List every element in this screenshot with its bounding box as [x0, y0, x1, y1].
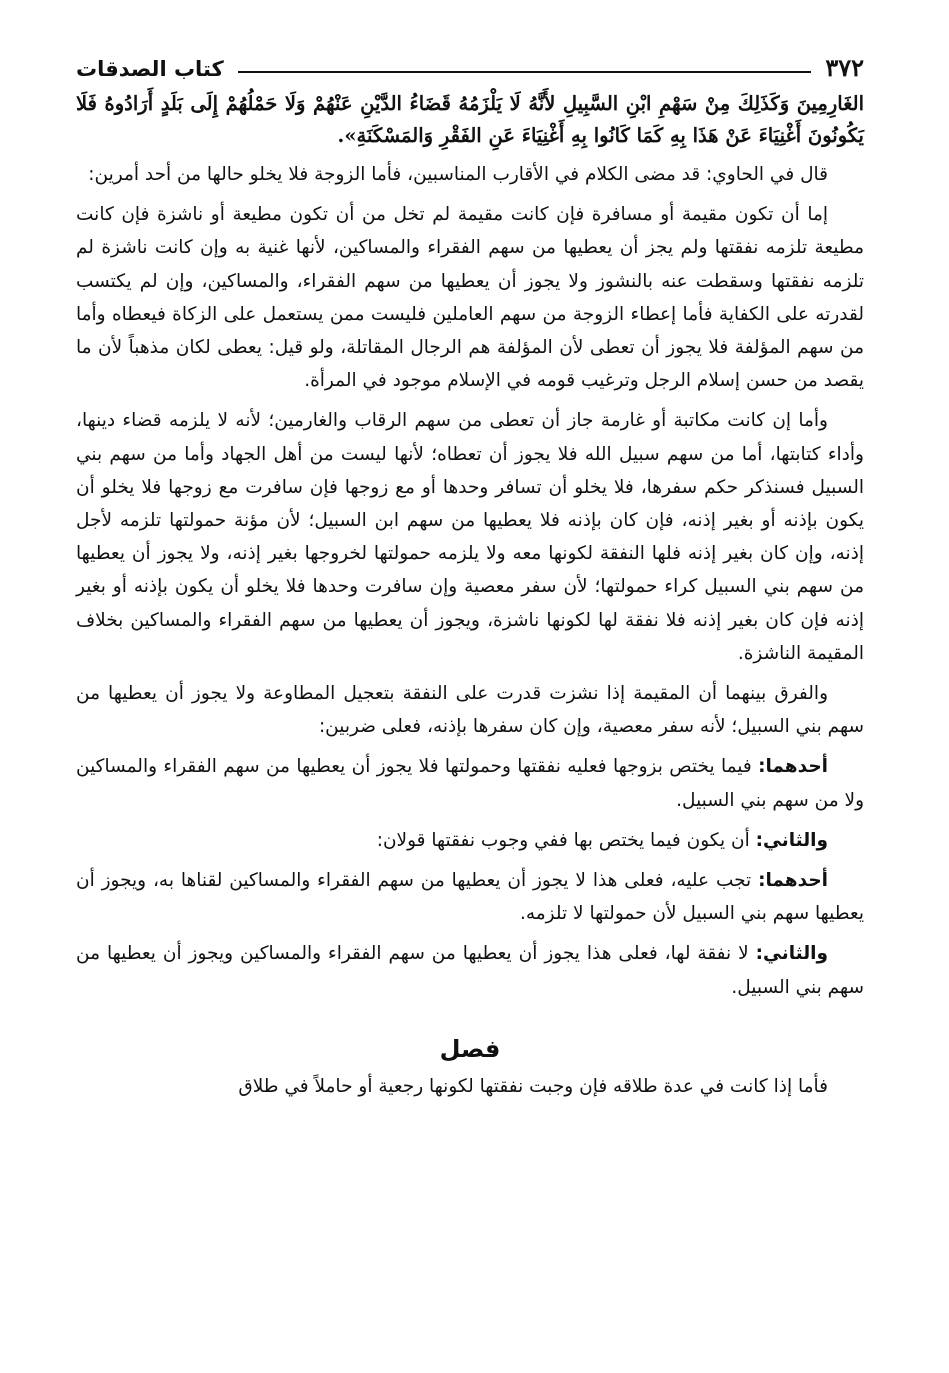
paragraph-text: فيما يختص بزوجها فعليه نفقتها وحمولتها فلا يجوز أن يعطيها من سهم الفقراء والمساكين ولا من سهم بني السبيل. [76, 756, 864, 811]
quote-close-mark: ». [337, 124, 357, 147]
paragraph [76, 677, 864, 743]
paragraph-text: تجب عليه، فعلى هذا لا يجوز أن يعطيها من سهم الفقراء والمساكين لقناها به، ويجوز أن يعطيها سهم بني السبيل لأن حمولتها لا تلزمه. [76, 870, 864, 925]
paragraph [76, 158, 864, 191]
paragraph [76, 864, 864, 930]
paragraph [76, 404, 864, 670]
paragraph-lead: والثاني: [755, 943, 828, 965]
book-title: كتاب الصدقات [76, 57, 224, 81]
quoted-text [76, 88, 864, 152]
page-number: ٣٧٢ [825, 53, 864, 82]
paragraph [76, 198, 864, 397]
quote-body: الغَارِمِينَ وَكَذَلِكَ مِنْ سَهْمِ ابْنِ السَّبِيلِ لأَنَّهُ لَا يَلْزَمُهُ قَضَاءُ الدَّيْنِ عَنْهُمْ وَلَا حَمْلُهُمْ إِلَى بَلَدٍ أَرَادُوهُ فَلَا يَكُونُونَ أَغْنِيَاءَ عَنْ هَذَا بِهِ كَمَا كَانُوا بِهِ أَغْنِيَاءَ عَنِ الفَقْرِ وَالمَسْكَنَةِ [76, 92, 864, 147]
paragraph-lead: والثاني: [755, 829, 828, 851]
section-heading: فصل [439, 1034, 501, 1063]
paragraph [76, 824, 864, 857]
paragraph-text: وأما إن كانت مكاتبة أو غارمة جاز أن تعطى من سهم الرقاب والغارمين؛ لأنه لا يلزمه قضاء دينها، وأداء كتابتها، أما من سهم سبيل الله فلا يجوز أن تعطاه؛ لأنها ليست من أهل الجهاد وأما من سهم بني السبيل فسنذكر حكم سفرها، فلا يخلو أن تسافر وحدها أو مع زوجها فإن سافرت مع زوجها فلا يخلو أن يكون بإذنه أو بغير إذنه، فإن كان بإذنه فلا يعطيها من سهم ابن السبيل؛ لأن مؤنة حمولتها تلزمه لأجل إذنه، وإن كان بغير إذنه فلها النفقة لكونها معه ولا يلزمه حمولتها لخروجها بغير إذنه، ولا يجوز أن يعطيها من سهم بني السبيل كراء حمولتها؛ لأن سفر معصية وإن سافرت وحدها فلا يخلو أن يكون بإذنه أو بغير إذنه فإن كان بغير إذنه فلا نفقة لها لكونها ناشزة، ويجوز أن يعطيها من سهم الفقراء والمساكين بخلاف المقيمة الناشزة. [76, 410, 864, 664]
paragraph-text: إما أن تكون مقيمة أو مسافرة فإن كانت مقيمة لم تخل من أن تكون مطيعة أو ناشزة فإن كانت مطيعة تلزمه نفقتها ولم يجز أن يعطيها من سهم الفقراء والمساكين، لأنها غنية به وإن كانت ناشزة لم تلزمه نفقتها وسقطت عنه بالنشوز ولا يجوز أن يعطيها من سهم الفقراء، والمساكين، وإن لم يكتسب لقدرته على الكفاية فأما إعطاء الزوجة من سهم العاملين فليست ممن يستعمل على الزكاة فيعطاه وأما من سهم المؤلفة فلا يجوز أن تعطى لأن المؤلفة هم الرجال المقاتلة، ولو قيل: يعطى لكان مذهباً لأن ما يقصد من حسن إسلام الرجل وترغيب قومه في الإسلام موجود في المرأة. [76, 204, 864, 392]
paragraph-text: والفرق بينهما أن المقيمة إذا نشزت قدرت على النفقة بتعجيل المطاوعة ولا يجوز أن يعطيها من سهم بني السبيل؛ لأنه سفر معصية، وإن كان سفرها بإذنه، فعلى ضربين: [76, 683, 864, 738]
header-rule [238, 71, 812, 73]
paragraph-text: لا نفقة لها، فعلى هذا يجوز أن يعطيها من سهم الفقراء والمساكين ويجوز أن يعطيها من سهم بني السبيل. [76, 943, 864, 998]
paragraph-lead: أحدهما: [758, 870, 828, 892]
paragraph [76, 937, 864, 1003]
paragraph-text: أن يكون فيما يختص بها ففي وجوب نفقتها قولان: [376, 829, 756, 851]
section-first-line: فأما إذا كانت في عدة طلاقه فإن وجبت نفقتها لكونها رجعية أو حاملاً في طلاق [238, 1075, 828, 1097]
page-header [76, 46, 864, 80]
paragraph-lead: أحدهما: [758, 756, 828, 778]
paragraph-text: قال في الحاوي: قد مضى الكلام في الأقارب المناسبين، فأما الزوجة فلا يخلو حالها من أحد أمرين: [88, 164, 828, 185]
book-page [76, 46, 864, 1356]
paragraph [76, 750, 864, 816]
